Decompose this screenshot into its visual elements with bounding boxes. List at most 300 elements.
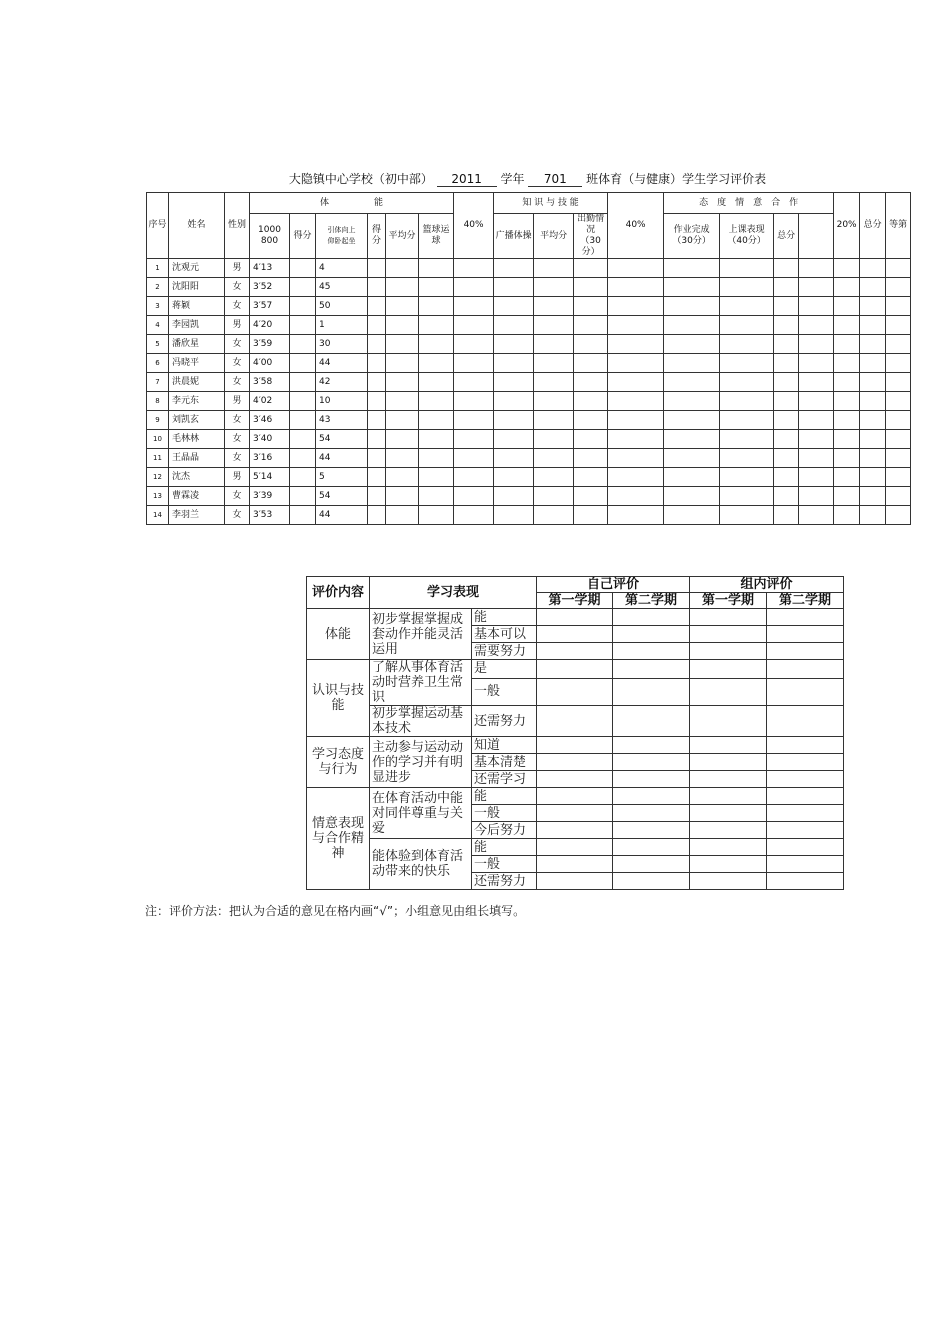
empty-cell	[494, 354, 534, 373]
check-cell[interactable]	[613, 706, 690, 737]
empty-cell	[368, 430, 386, 449]
empty-cell	[534, 449, 574, 468]
check-cell[interactable]	[613, 678, 690, 705]
empty-cell	[386, 354, 419, 373]
empty-cell	[664, 487, 720, 506]
check-cell[interactable]	[613, 660, 690, 679]
empty-cell	[664, 316, 720, 335]
check-cell[interactable]	[613, 754, 690, 771]
empty-cell	[454, 430, 494, 449]
check-cell[interactable]	[613, 805, 690, 822]
student-name: 沈杰	[169, 468, 225, 487]
check-cell[interactable]	[690, 660, 767, 679]
row-number: 13	[147, 487, 169, 506]
empty-cell	[368, 373, 386, 392]
empty-cell	[664, 468, 720, 487]
empty-cell	[386, 335, 419, 354]
empty-cell	[419, 506, 454, 525]
empty-cell	[368, 411, 386, 430]
empty-cell	[664, 354, 720, 373]
empty-cell	[574, 468, 608, 487]
check-cell[interactable]	[690, 805, 767, 822]
empty-cell	[860, 278, 886, 297]
check-cell[interactable]	[613, 839, 690, 856]
empty-cell	[386, 411, 419, 430]
check-cell[interactable]	[690, 706, 767, 737]
empty-cell	[574, 411, 608, 430]
empty-cell	[454, 411, 494, 430]
row-number: 2	[147, 278, 169, 297]
empty-cell	[664, 335, 720, 354]
student-name: 李园凯	[169, 316, 225, 335]
knowledge-desc-2: 初步掌握运动基本技术	[370, 706, 472, 737]
score-cell	[290, 506, 316, 525]
empty-cell	[494, 430, 534, 449]
score-cell	[290, 297, 316, 316]
empty-cell	[860, 373, 886, 392]
check-cell[interactable]	[690, 873, 767, 890]
check-cell[interactable]	[537, 805, 613, 822]
student-gender: 女	[225, 278, 250, 297]
empty-cell	[834, 373, 860, 392]
table-row	[147, 487, 911, 506]
score-cell	[290, 354, 316, 373]
row-number: 1	[147, 259, 169, 278]
empty-cell	[799, 335, 834, 354]
student-name: 冯晓平	[169, 354, 225, 373]
check-cell[interactable]	[613, 737, 690, 754]
empty-cell	[608, 335, 664, 354]
student-gender: 女	[225, 430, 250, 449]
empty-cell	[574, 259, 608, 278]
check-cell[interactable]	[767, 643, 844, 660]
col-pct40b: 40%	[608, 193, 664, 259]
empty-cell	[720, 297, 774, 316]
row-number: 14	[147, 506, 169, 525]
student-gender: 女	[225, 506, 250, 525]
empty-cell	[386, 316, 419, 335]
empty-cell	[834, 335, 860, 354]
check-cell[interactable]	[613, 822, 690, 839]
empty-cell	[386, 297, 419, 316]
check-cell[interactable]	[690, 788, 767, 805]
pullup-count: 5	[316, 468, 368, 487]
student-name: 李元东	[169, 392, 225, 411]
empty-cell	[419, 449, 454, 468]
score-cell	[290, 449, 316, 468]
check-cell[interactable]	[767, 805, 844, 822]
col-gender: 性别	[225, 193, 250, 259]
empty-cell	[664, 392, 720, 411]
empty-cell	[494, 487, 534, 506]
student-gender: 女	[225, 297, 250, 316]
run-time: 4′20	[250, 316, 290, 335]
physical-level-2: 基本可以	[472, 626, 537, 643]
empty-cell	[494, 449, 534, 468]
check-cell[interactable]	[690, 754, 767, 771]
empty-cell	[368, 392, 386, 411]
footnote: 注：评价方法：把认为合适的意见在格内画“√”；小组意见由组长填写。	[145, 904, 526, 918]
empty-cell	[886, 411, 911, 430]
student-name: 潘欣星	[169, 335, 225, 354]
empty-cell	[886, 487, 911, 506]
empty-cell	[419, 259, 454, 278]
self-term2: 第二学期	[613, 593, 690, 609]
knowledge-level-3: 还需努力	[472, 706, 537, 737]
student-gender: 男	[225, 259, 250, 278]
empty-cell	[774, 411, 799, 430]
check-cell[interactable]	[767, 678, 844, 705]
attitude-level-2: 基本清楚	[472, 754, 537, 771]
empty-cell	[799, 373, 834, 392]
empty-cell	[774, 487, 799, 506]
student-gender: 女	[225, 487, 250, 506]
pullup-count: 44	[316, 506, 368, 525]
empty-cell	[454, 335, 494, 354]
empty-cell	[774, 297, 799, 316]
empty-cell	[454, 373, 494, 392]
group-term1: 第一学期	[690, 593, 767, 609]
empty-cell	[419, 354, 454, 373]
emotion-level-2: 一般	[472, 805, 537, 822]
pullup-count: 42	[316, 373, 368, 392]
check-cell[interactable]	[767, 822, 844, 839]
empty-cell	[534, 487, 574, 506]
empty-cell	[608, 297, 664, 316]
check-cell[interactable]	[767, 839, 844, 856]
empty-cell	[608, 373, 664, 392]
empty-cell	[574, 354, 608, 373]
student-name: 沈阳阳	[169, 278, 225, 297]
check-cell[interactable]	[613, 626, 690, 643]
empty-cell	[774, 316, 799, 335]
check-cell[interactable]	[690, 771, 767, 788]
check-cell[interactable]	[690, 626, 767, 643]
score-cell	[290, 335, 316, 354]
year-value: 2011	[437, 172, 497, 187]
empty-cell	[608, 487, 664, 506]
score-cell	[290, 259, 316, 278]
empty-cell	[774, 468, 799, 487]
row-number: 3	[147, 297, 169, 316]
col-total-sub: 总分	[774, 214, 799, 259]
col-run: 1000 800	[250, 214, 290, 259]
emotion-level-3: 今后努力	[472, 822, 537, 839]
empty-cell	[860, 316, 886, 335]
empty-cell	[834, 316, 860, 335]
table-row	[147, 259, 911, 278]
empty-cell	[534, 430, 574, 449]
empty-cell	[386, 468, 419, 487]
row-number: 5	[147, 335, 169, 354]
pullup-count: 44	[316, 354, 368, 373]
empty-cell	[608, 316, 664, 335]
empty-cell	[860, 487, 886, 506]
empty-cell	[454, 316, 494, 335]
empty-cell	[664, 259, 720, 278]
empty-cell	[454, 468, 494, 487]
col-basketball: 篮球运球	[419, 214, 454, 259]
empty-cell	[886, 335, 911, 354]
empty-cell	[720, 411, 774, 430]
empty-cell	[574, 487, 608, 506]
check-cell[interactable]	[767, 873, 844, 890]
table-row	[147, 335, 911, 354]
empty-cell	[574, 278, 608, 297]
check-cell[interactable]	[613, 771, 690, 788]
knowledge-level-1: 是	[472, 660, 537, 679]
empty-cell	[534, 278, 574, 297]
table-row	[147, 316, 911, 335]
empty-cell	[886, 468, 911, 487]
empty-cell	[494, 468, 534, 487]
empty-cell	[860, 392, 886, 411]
empty-cell	[494, 506, 534, 525]
check-cell[interactable]	[537, 873, 613, 890]
score-cell	[290, 430, 316, 449]
check-cell[interactable]	[537, 609, 613, 626]
empty-cell	[799, 468, 834, 487]
empty-cell	[574, 316, 608, 335]
title-suffix: 班体育（与健康）学生学习评价表	[586, 172, 767, 186]
row-number: 11	[147, 449, 169, 468]
student-gender: 女	[225, 373, 250, 392]
empty-cell	[368, 354, 386, 373]
check-cell[interactable]	[537, 706, 613, 737]
empty-cell	[834, 278, 860, 297]
table-row	[147, 392, 911, 411]
physical-level-1: 能	[472, 609, 537, 626]
group-term2: 第二学期	[767, 593, 844, 609]
emotion-desc-2: 能体验到体育活动带来的快乐	[370, 839, 472, 890]
empty-cell	[860, 354, 886, 373]
empty-cell	[368, 468, 386, 487]
check-cell[interactable]	[690, 737, 767, 754]
table-row	[147, 297, 911, 316]
empty-cell	[534, 335, 574, 354]
eval-knowledge: 认识与技能	[307, 660, 370, 737]
table-row	[147, 354, 911, 373]
check-cell[interactable]	[537, 771, 613, 788]
empty-cell	[368, 487, 386, 506]
empty-cell	[799, 411, 834, 430]
check-cell[interactable]	[613, 873, 690, 890]
empty-cell	[886, 259, 911, 278]
empty-cell	[799, 316, 834, 335]
empty-cell	[574, 335, 608, 354]
check-cell[interactable]	[613, 856, 690, 873]
check-cell[interactable]	[767, 609, 844, 626]
run-time: 3′57	[250, 297, 290, 316]
empty-cell	[494, 335, 534, 354]
student-gender: 女	[225, 411, 250, 430]
col-pct20: 20%	[834, 193, 860, 259]
empty-cell	[419, 487, 454, 506]
empty-cell	[534, 316, 574, 335]
empty-cell	[834, 487, 860, 506]
eval-performance-header: 学习表现	[370, 577, 537, 609]
check-cell[interactable]	[690, 643, 767, 660]
table-row	[147, 430, 911, 449]
check-cell[interactable]	[690, 678, 767, 705]
empty-cell	[799, 392, 834, 411]
empty-cell	[386, 259, 419, 278]
empty-cell	[494, 278, 534, 297]
col-grade: 等第	[886, 193, 911, 259]
empty-cell	[368, 316, 386, 335]
table-row	[147, 506, 911, 525]
knowledge-level-2: 一般	[472, 678, 537, 705]
empty-cell	[368, 449, 386, 468]
pullup-count: 44	[316, 449, 368, 468]
table-row	[147, 411, 911, 430]
check-cell[interactable]	[537, 643, 613, 660]
col-score2: 得分	[368, 214, 386, 259]
check-cell[interactable]	[537, 626, 613, 643]
row-number: 8	[147, 392, 169, 411]
empty-cell	[860, 297, 886, 316]
emotion-level-1: 能	[472, 788, 537, 805]
empty-cell	[664, 430, 720, 449]
run-time: 3′40	[250, 430, 290, 449]
empty-cell	[774, 335, 799, 354]
empty-cell	[419, 373, 454, 392]
check-cell[interactable]	[537, 856, 613, 873]
empty-cell	[454, 487, 494, 506]
attitude-level-1: 知道	[472, 737, 537, 754]
table-row	[147, 373, 911, 392]
empty-cell	[494, 259, 534, 278]
attitude-level-3: 还需学习	[472, 771, 537, 788]
empty-cell	[419, 335, 454, 354]
empty-cell	[834, 430, 860, 449]
emotion-desc-1: 在体育活动中能对同伴尊重与关爱	[370, 788, 472, 839]
pullup-count: 30	[316, 335, 368, 354]
student-name: 蒋颖	[169, 297, 225, 316]
empty-cell	[574, 430, 608, 449]
empty-cell	[774, 392, 799, 411]
check-cell[interactable]	[613, 643, 690, 660]
empty-cell	[664, 449, 720, 468]
empty-cell	[834, 392, 860, 411]
empty-cell	[886, 449, 911, 468]
empty-cell	[534, 392, 574, 411]
student-name: 刘凯玄	[169, 411, 225, 430]
check-cell[interactable]	[690, 822, 767, 839]
check-cell[interactable]	[537, 678, 613, 705]
empty-cell	[774, 449, 799, 468]
group-attitude: 态 度 情 意 合 作	[664, 193, 834, 214]
group-physical: 体 能	[250, 193, 454, 214]
empty-cell	[834, 468, 860, 487]
pullup-count: 54	[316, 430, 368, 449]
check-cell[interactable]	[690, 856, 767, 873]
empty-cell	[720, 278, 774, 297]
check-cell[interactable]	[767, 706, 844, 737]
empty-cell	[720, 392, 774, 411]
check-cell[interactable]	[767, 788, 844, 805]
self-eval-header: 自己评价	[537, 577, 690, 593]
empty-cell	[774, 354, 799, 373]
check-cell[interactable]	[537, 660, 613, 679]
run-time: 3′53	[250, 506, 290, 525]
empty-cell	[419, 297, 454, 316]
empty-cell	[664, 411, 720, 430]
empty-cell	[386, 392, 419, 411]
attitude-desc: 主动参与运动动作的学习并有明显进步	[370, 737, 472, 788]
empty-cell	[834, 354, 860, 373]
col-total: 总分	[860, 193, 886, 259]
check-cell[interactable]	[767, 737, 844, 754]
empty-cell	[774, 278, 799, 297]
check-cell[interactable]	[537, 822, 613, 839]
student-name: 洪晨妮	[169, 373, 225, 392]
check-cell[interactable]	[767, 771, 844, 788]
student-name: 王晶晶	[169, 449, 225, 468]
run-time: 4′13	[250, 259, 290, 278]
eval-content-header: 评价内容	[307, 577, 370, 609]
check-cell[interactable]	[690, 609, 767, 626]
check-cell[interactable]	[690, 839, 767, 856]
empty-cell	[860, 411, 886, 430]
score-cell	[290, 411, 316, 430]
check-cell[interactable]	[537, 737, 613, 754]
pullup-count: 10	[316, 392, 368, 411]
pullup-count: 50	[316, 297, 368, 316]
col-classperf: 上课表现 （40分）	[720, 214, 774, 259]
col-pct40a: 40%	[454, 193, 494, 259]
pullup-count: 54	[316, 487, 368, 506]
run-time: 5′14	[250, 468, 290, 487]
empty-cell	[574, 506, 608, 525]
empty-cell	[834, 411, 860, 430]
col-homework: 作业完成 （30分）	[664, 214, 720, 259]
student-gender: 女	[225, 449, 250, 468]
empty-cell	[608, 506, 664, 525]
check-cell[interactable]	[537, 754, 613, 771]
check-cell[interactable]	[767, 856, 844, 873]
check-cell[interactable]	[767, 660, 844, 679]
empty-cell	[860, 259, 886, 278]
check-cell[interactable]	[767, 626, 844, 643]
check-cell[interactable]	[613, 609, 690, 626]
empty-cell	[774, 373, 799, 392]
empty-cell	[774, 259, 799, 278]
empty-cell	[534, 259, 574, 278]
self-term1: 第一学期	[537, 593, 613, 609]
empty-cell	[886, 278, 911, 297]
check-cell[interactable]	[537, 839, 613, 856]
empty-cell	[454, 297, 494, 316]
col-broadcast: 广播体操	[494, 214, 534, 259]
empty-cell	[799, 297, 834, 316]
check-cell[interactable]	[767, 754, 844, 771]
empty-cell	[574, 449, 608, 468]
row-number: 9	[147, 411, 169, 430]
run-time: 3′52	[250, 278, 290, 297]
empty-cell	[834, 449, 860, 468]
emotion-level-6: 还需努力	[472, 873, 537, 890]
empty-cell	[534, 373, 574, 392]
empty-cell	[886, 373, 911, 392]
check-cell[interactable]	[537, 788, 613, 805]
empty-cell	[799, 278, 834, 297]
check-cell[interactable]	[613, 788, 690, 805]
empty-cell	[454, 392, 494, 411]
empty-cell	[419, 392, 454, 411]
empty-cell	[799, 430, 834, 449]
row-number: 12	[147, 468, 169, 487]
